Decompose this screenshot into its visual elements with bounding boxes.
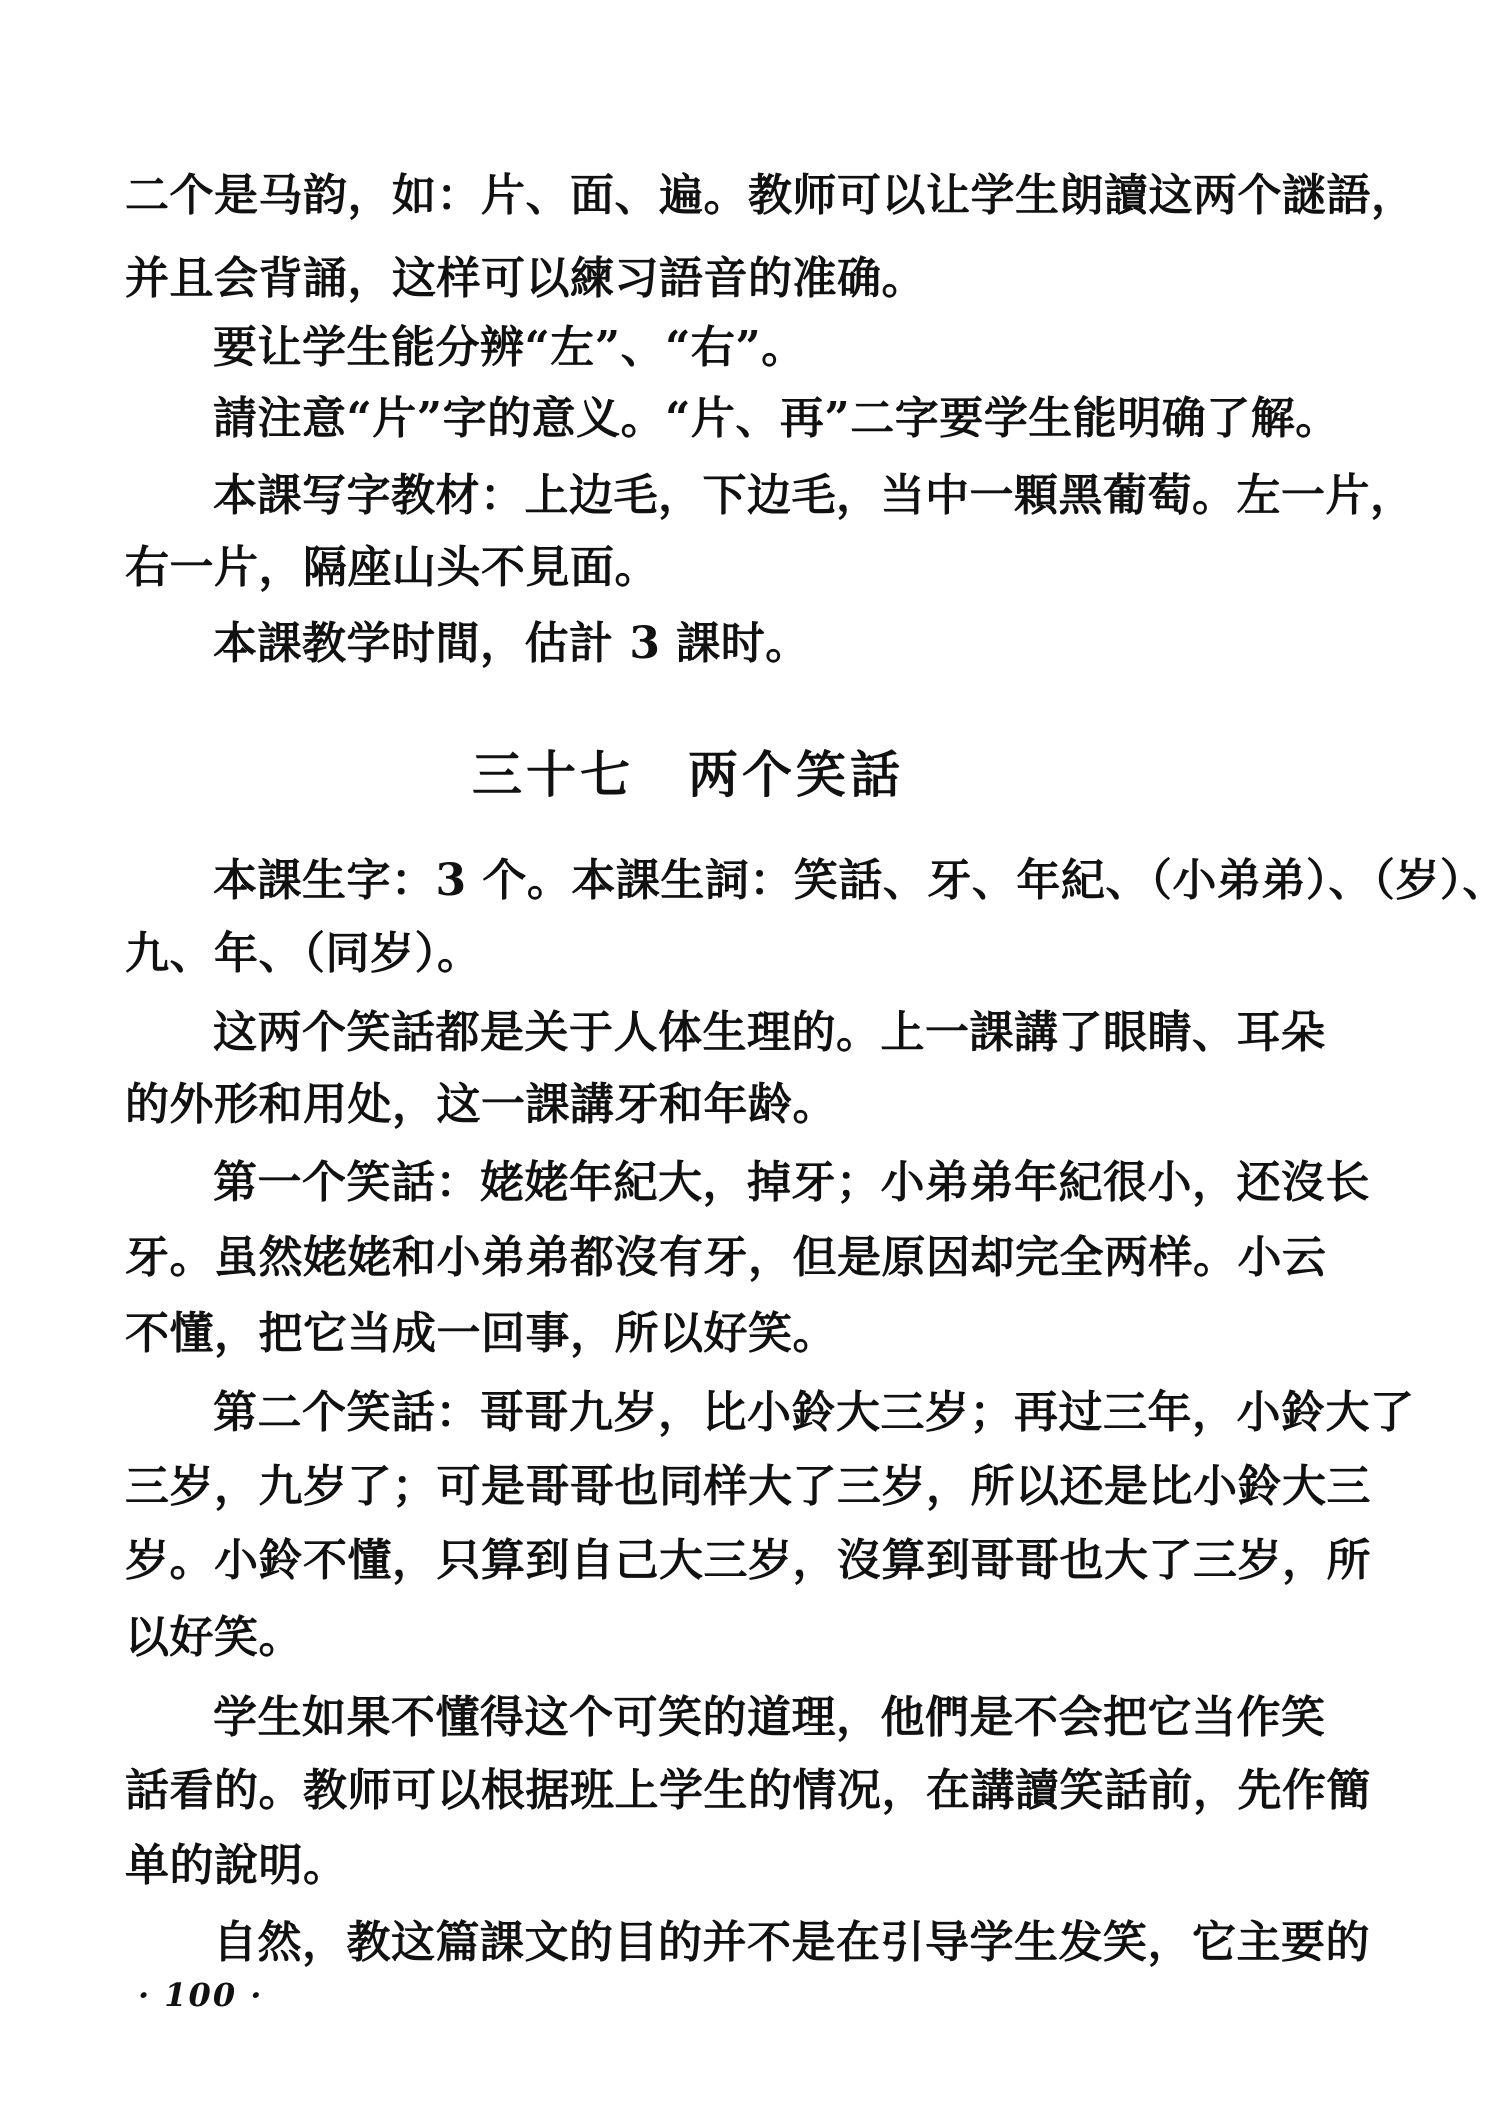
- text-line-1: 二个是马韵，如：片、面、遍。教师可以让学生朗讀这两个謎語，: [125, 170, 1416, 221]
- text-line-17: 岁。小鈴不懂，只算到自己大三岁，沒算到哥哥也大了三岁，所: [125, 1535, 1371, 1586]
- text-line-3: 要让学生能分辨“左”、“右”。: [213, 322, 806, 373]
- text-line-2: 并且会背誦，这样可以練习語音的准确。: [125, 253, 926, 304]
- text-line-14: 不懂，把它当成一回事，所以好笑。: [125, 1308, 837, 1359]
- text-line-20: 話看的。教师可以根据班上学生的情况，在講讀笑話前，先作簡: [125, 1765, 1371, 1816]
- text-line-13: 牙。虽然姥姥和小弟弟都沒有牙，但是原因却完全两样。小云: [125, 1232, 1327, 1283]
- text-line-8: 本課生字：3 个。本課生詞：笑話、牙、年紀、（小弟弟）、（岁）、: [213, 855, 1507, 906]
- text-line-10: 这两个笑話都是关于人体生理的。上一課講了眼睛、耳朵: [213, 1007, 1326, 1058]
- text-line-18: 以好笑。: [125, 1612, 303, 1663]
- text-line-7: 本課教学时間，估計 3 課时。: [213, 618, 810, 669]
- text-line-21: 单的說明。: [125, 1840, 348, 1891]
- text-line-11: 的外形和用处，这一課講牙和年龄。: [125, 1079, 837, 1130]
- text-line-5: 本課写字教材：上边毛，下边毛，当中一顆黑葡萄。左一片，: [213, 470, 1415, 521]
- text-line-15: 第二个笑話：哥哥九岁，比小鈴大三岁；再过三年，小鈴大了: [213, 1387, 1415, 1438]
- text-line-9: 九、年、（同岁）。: [125, 928, 482, 979]
- section-title: 三十七 两个笑話: [472, 745, 904, 804]
- text-line-12: 第一个笑話：姥姥年紀大，掉牙；小弟弟年紀很小，还沒长: [213, 1157, 1370, 1208]
- text-line-6: 右一片，隔座山头不見面。: [125, 542, 659, 593]
- text-line-4: 請注意“片”字的意义。“片、再”二字要学生能明确了解。: [213, 393, 1340, 444]
- page-number: · 100 ·: [138, 1976, 264, 2014]
- text-line-19: 学生如果不懂得这个可笑的道理，他們是不会把它当作笑: [213, 1692, 1326, 1743]
- text-line-16: 三岁，九岁了；可是哥哥也同样大了三岁，所以还是比小鈴大三: [125, 1461, 1371, 1512]
- text-line-22: 自然，教这篇課文的目的并不是在引导学生发笑，它主要的: [213, 1917, 1370, 1968]
